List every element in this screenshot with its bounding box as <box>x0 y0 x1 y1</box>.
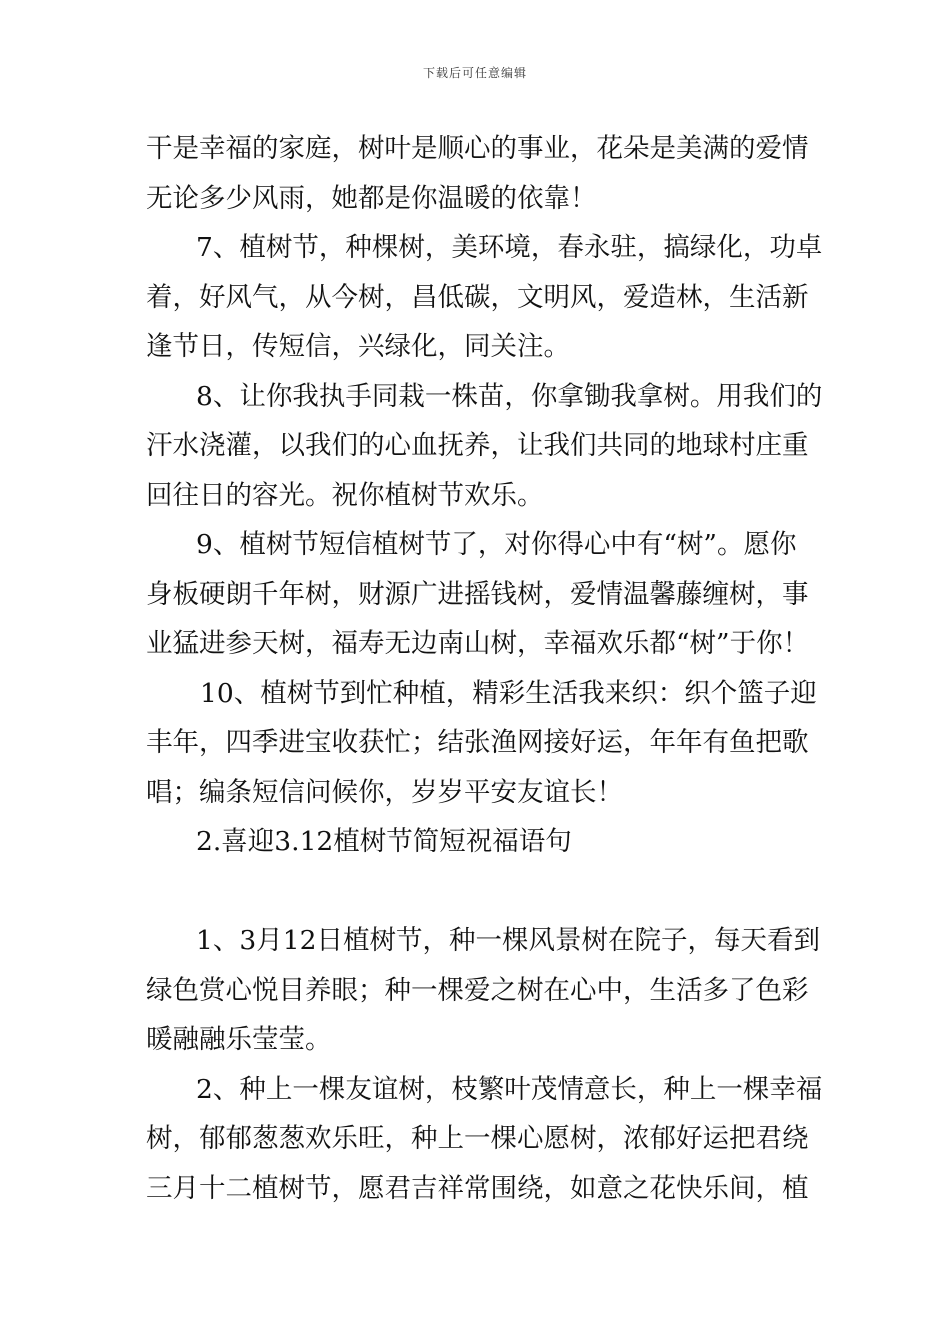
paragraph-start: 2、种上一棵友谊树，枝繁叶茂情意长，种上一棵幸福 <box>196 1073 823 1105</box>
page-header: 下载后可任意编辑 <box>422 66 527 80</box>
blank-line <box>146 867 806 917</box>
text-line: 干是幸福的家庭，树叶是顺心的事业，花朵是美满的爱情 <box>146 133 809 164</box>
text-line: 绿色赏心悦目养眼；种一棵爱之树在心中，生活多了色彩 <box>146 974 809 1006</box>
text-line: 树，郁郁葱葱欢乐旺，种上一棵心愿树，浓郁好运把君绕 <box>146 1123 809 1154</box>
text-line: 着，好风气，从今树，昌低碳，文明风，爱造林，生活新 <box>146 281 809 313</box>
document-body <box>146 124 823 1213</box>
paragraph-start: 1、3月12日植树节，种一棵风景树在院子，每天看到 <box>196 925 820 956</box>
paragraph-start: 10、植树节到忙种植，精彩生活我来织：织个篮子迎 <box>200 677 817 709</box>
section-heading: 2.喜迎3.12植树节简短祝福语句 <box>196 826 572 857</box>
text-line: 身板硬朗千年树，财源广进摇钱树，爱情温馨藤缠树，事 <box>146 578 809 610</box>
text-line: 无论多少风雨，她都是你温暖的依靠！ <box>146 182 597 214</box>
text-line: 暖融融乐莹莹。 <box>146 1024 332 1055</box>
text-line: 三月十二植树节，愿君吉祥常围绕，如意之花快乐间，植 <box>146 1172 809 1204</box>
paragraph-start: 8、让你我执手同栽一株苗，你拿锄我拿树。用我们的 <box>196 380 823 412</box>
text-line: 回往日的容光。祝你植树节欢乐。 <box>146 479 544 511</box>
text-line: 丰年，四季进宝收获忙；结张渔网接好运，年年有鱼把歌 <box>146 727 809 758</box>
text-line: 汗水浇灌，以我们的心血抚养，让我们共同的地球村庄重 <box>146 430 809 461</box>
text-line: 逢节日，传短信，兴绿化，同关注。 <box>146 331 570 362</box>
text-line: 业猛进参天树，福寿无边南山树，幸福欢乐都“树”于你！ <box>146 628 810 659</box>
paragraph-start: 7、植树节，种棵树，美环境，春永驻，搞绿化，功卓 <box>196 232 823 263</box>
paragraph-start: 9、植树节短信植树节了，对你得心中有“树”。愿你 <box>196 529 797 560</box>
text-line: 唱；编条短信问候你，岁岁平安友谊长！ <box>146 776 623 808</box>
